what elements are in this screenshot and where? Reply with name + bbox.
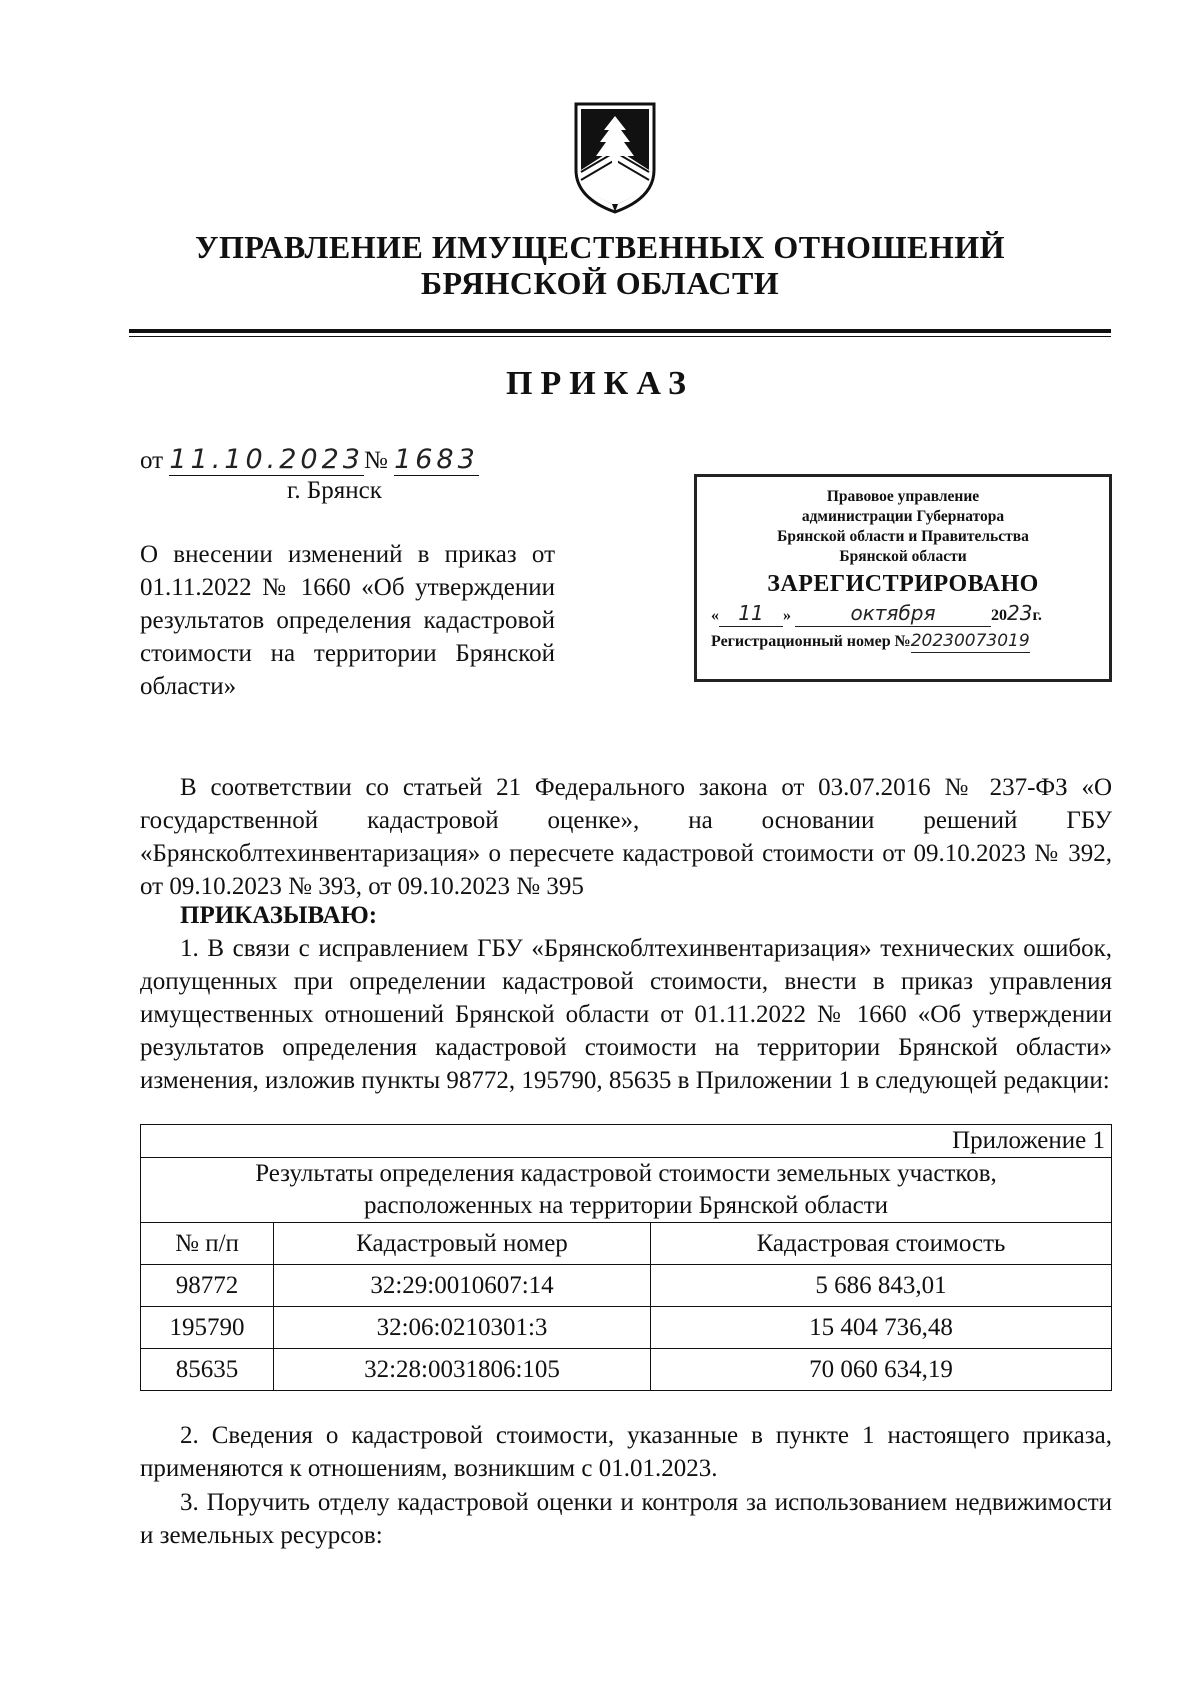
table-row <box>141 1307 1112 1349</box>
stamp-year-handwritten: 23 <box>1007 601 1033 625</box>
table-row <box>141 1349 1112 1391</box>
table-cell: 15 404 736,48 <box>651 1307 1112 1349</box>
stamp-reg-label: Регистрационный номер № <box>711 633 911 650</box>
document-type-title: ПРИКАЗ <box>506 365 694 402</box>
preamble-paragraph: В соответствии со статьей 21 Федерального закона от 03.07.2016 № 237-ФЗ «О государственной кадастровой оценке», на основании решений ГБУ «Брянскоблтехинвентаризация» о пересчете кадастровой стоимости от 09.10.2023 № 392, от 09.10.2023 № 393, от 09.10.2023 № 395 <box>140 774 1112 900</box>
item-2-paragraph: 2. Сведения о кадастровой стоимости, указанные в пункте 1 настоящего приказа, применяются к отношениям, возникшим с 01.01.2023. <box>140 1422 1112 1482</box>
header-rule-thick <box>129 329 1111 333</box>
header-rule-thin <box>129 336 1111 337</box>
registration-stamp <box>694 474 1112 682</box>
annex-label: Приложение 1 <box>141 1125 1112 1158</box>
order-number-handwritten: 1683 <box>394 444 479 475</box>
table-cell: 32:06:0210301:3 <box>274 1307 651 1349</box>
annex-caption <box>141 1158 1112 1223</box>
order-subject: О внесении изменений в приказ от 01.11.2022 № 1660 «Об утверждении результатов определения кадастровой стоимости на территории Брянской области» <box>140 541 555 700</box>
stamp-day-handwritten: 11 <box>738 601 764 625</box>
column-header: № п/п <box>141 1223 274 1265</box>
stamp-line1: Правовое управление <box>826 488 980 505</box>
date-prefix: от <box>140 447 164 474</box>
stamp-reg-number-handwritten: 20230073019 <box>910 631 1030 651</box>
stamp-line3: Брянской области и Правительства <box>777 528 1029 545</box>
coat-of-arms-emblem <box>572 100 658 218</box>
column-header: Кадастровый номер <box>274 1223 651 1265</box>
city: г. Брянск <box>287 477 382 504</box>
table-cell: 5 686 843,01 <box>651 1265 1112 1307</box>
stamp-reg-number-row <box>697 631 1109 653</box>
organization-name-line1: УПРАВЛЕНИЕ ИМУЩЕСТВЕННЫХ ОТНОШЕНИЙ <box>194 229 1006 265</box>
item-3-paragraph: 3. Поручить отделу кадастровой оценки и контроля за использованием недвижимости и земельных ресурсов: <box>140 1489 1112 1549</box>
item-1-paragraph: 1. В связи с исправлением ГБУ «Брянскоблтехинвентаризация» технических ошибок, допущенных при определении кадастровой стоимости, внести в приказ управления имущественных отношений Брянской области от 01.11.2022 № 1660 «Об утверждении результатов определения кадастровой стоимости на территории Брянской области» изменения, изложив пункты 98772, 195790, 85635 в Приложении 1 в следующей редакции: <box>140 935 1112 1094</box>
stamp-line2: администрации Губернатора <box>801 508 1005 525</box>
stamp-registered: ЗАРЕГИСТРИРОВАНО <box>767 571 1039 597</box>
table-header-row <box>141 1223 1112 1265</box>
table-cell: 32:29:0010607:14 <box>274 1265 651 1307</box>
organization-name-line2: БРЯНСКОЙ ОБЛАСТИ <box>420 265 780 301</box>
order-date-number-line <box>140 444 479 476</box>
column-header: Кадастровая стоимость <box>651 1223 1112 1265</box>
stamp-line4: Брянской области <box>839 548 967 565</box>
annex-table <box>140 1124 1112 1391</box>
number-sign: № <box>363 447 388 474</box>
order-word: ПРИКАЗЫВАЮ: <box>180 902 378 929</box>
table-cell: 85635 <box>141 1349 274 1391</box>
annex-caption-line1: Результаты определения кадастровой стоимости земельных участков, <box>255 1160 997 1187</box>
table-cell: 32:28:0031806:105 <box>274 1349 651 1391</box>
order-date-handwritten: 11.10.2023 <box>169 444 364 475</box>
annex-caption-line2: расположенных на территории Брянской области <box>363 1192 889 1219</box>
stamp-month-handwritten: октября <box>850 601 936 625</box>
table-cell: 195790 <box>141 1307 274 1349</box>
stamp-date-row: « 11 » октября 2023г. <box>711 601 1042 625</box>
table-row <box>141 1265 1112 1307</box>
table-cell: 70 060 634,19 <box>651 1349 1112 1391</box>
table-cell: 98772 <box>141 1265 274 1307</box>
